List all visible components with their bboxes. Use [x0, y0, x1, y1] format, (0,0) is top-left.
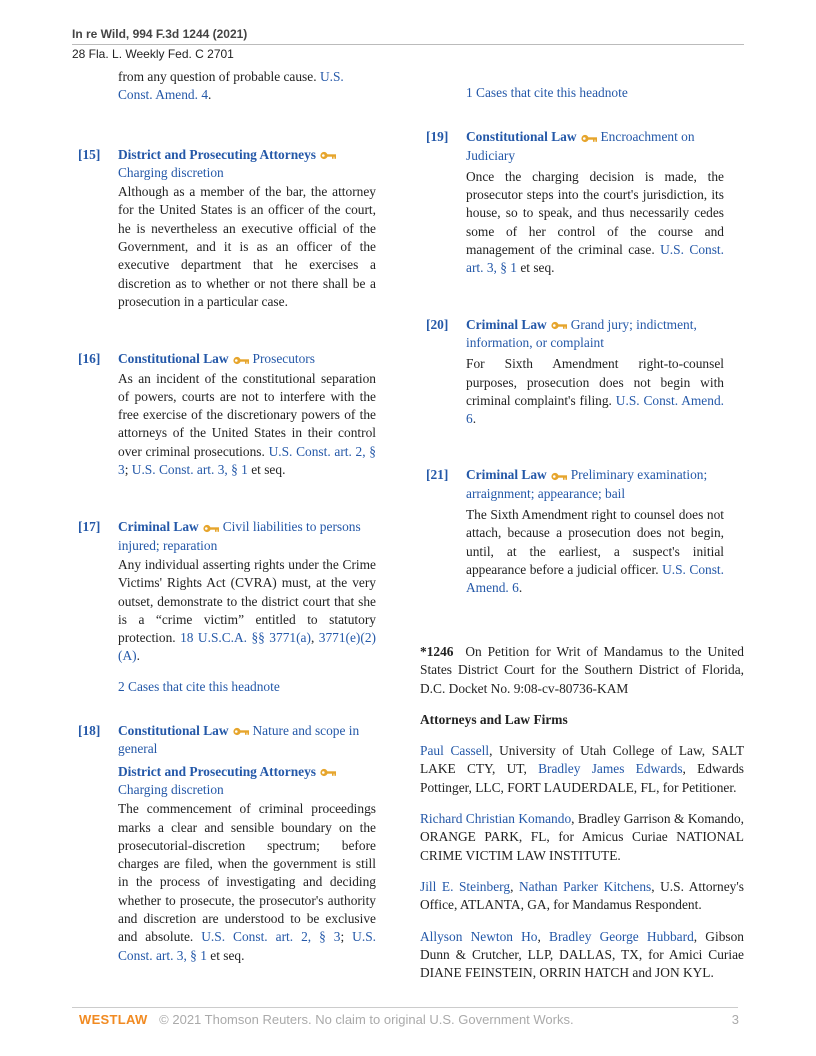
attorney-link[interactable]: Jill E. Steinberg [420, 878, 511, 894]
headnote-number[interactable]: [21] [426, 467, 449, 483]
headnote-subtopic[interactable]: Preliminary examination; arraignment; appearance; bail [466, 467, 708, 501]
attorney-link[interactable]: Allyson Newton Ho [420, 928, 538, 944]
citation-link[interactable]: 3771(e)(2)(A) [118, 630, 377, 664]
headnote-number[interactable]: [20] [426, 316, 449, 332]
attorney-entry: Paul Cassell, University of Utah College of Law, SALT LAKE CTY, UT, Bradley James Edwards, Edwards Pottinger, LLC, FORT LAUDERDALE, FL, for Petitioner. [420, 743, 744, 795]
attorney-entry: Jill E. Steinberg, Nathan Parker Kitchens, U.S. Attorney's Office, ATLANTA, GA, for Mandamus Respondent. [420, 878, 744, 913]
key-icon [320, 151, 336, 160]
headnote-text: The Sixth Amendment right to counsel does not attach, because a prosecution does not begin, until, at the earliest, a suspect's initial appearance before a judicial officer. U.S. Const. Amend. 6. [466, 507, 724, 596]
key-icon [551, 472, 567, 481]
citation-link[interactable]: U.S. Const. Amend. 6 [466, 561, 724, 596]
headnote-number[interactable]: [18] [78, 723, 101, 739]
star-page: *1246 [420, 644, 454, 659]
reporter-citation: 28 Fla. L. Weekly Fed. C 2701 [72, 47, 234, 61]
petition-text: *1246 On Petition for Writ of Mandamus to the United States District Court for the Southern District of Florida, D.C. Docket No. 9:08-cv-80736-KAM [420, 644, 744, 696]
attorney-entry: Allyson Newton Ho, Bradley George Hubbard, Gibson Dunn & Crutcher, LLP, DALLAS, TX, for Amici Curiae DIANE FEINSTEIN, ORRIN HATCH and JON KYL. [420, 928, 744, 981]
citation-link[interactable]: 18 U.S.C.A. §§ 3771(a) [180, 630, 311, 646]
headnote-19 [426, 128, 724, 277]
key-icon [233, 727, 249, 736]
key-icon [203, 524, 219, 533]
headnote-topic[interactable]: Constitutional Law [466, 129, 577, 145]
headnote-text: For Sixth Amendment right-to-counsel purposes, prosecution does not begin with criminal complaint's filing. U.S. Const. Amend. 6. [466, 356, 724, 427]
headnote-number[interactable]: [15] [78, 146, 101, 162]
key-icon [233, 356, 249, 365]
headnote-number[interactable]: [19] [426, 129, 449, 145]
attorney-link[interactable]: Richard Christian Komando [420, 811, 572, 827]
citation-link[interactable]: U.S. Const. art. 2, § 3 [201, 929, 341, 945]
headnote-20 [426, 316, 724, 429]
headnote-21 [426, 466, 724, 597]
cites-headnote-link[interactable]: 2 Cases that cite this headnote [118, 678, 280, 694]
headnote-topic[interactable]: Criminal Law [118, 519, 199, 535]
headnote-topic[interactable]: District and Prosecuting Attorneys [118, 146, 316, 162]
headnote-topic[interactable]: Constitutional Law [118, 723, 229, 739]
headnote-topic[interactable]: Criminal Law [466, 467, 547, 483]
headnote-subtopic[interactable]: Prosecutors [252, 351, 315, 367]
citation-link[interactable]: U.S. Const. art. 3, § 1 [118, 929, 376, 963]
headnote-subtopic[interactable]: Nature and scope in general [118, 723, 360, 757]
headnote-subtopic[interactable]: Grand jury; indictment, information, or complaint [466, 316, 697, 350]
attorney-link[interactable]: Bradley George Hubbard [549, 928, 694, 944]
headnote-text: The commencement of criminal proceedings marks a clear and sensible boundary on the prosecutorial-discretion spectrum; before charges are filed, when the government is still in the process of investigating and deciding whether to prosecute, the prosecutor's authority and discretion are understood to be exclusive and absolute. U.S. Const. art. 2, § 3; U.S. Const. art. 3, § 1 et seq. [118, 801, 376, 963]
headnote-subtopic[interactable]: Charging discretion [118, 781, 224, 797]
headnote-number[interactable]: [17] [78, 519, 101, 535]
attorney-link[interactable]: Paul Cassell [420, 743, 490, 759]
citation-link[interactable]: U.S. Const. art. 2, § 3 [118, 443, 376, 478]
headnote-topic[interactable]: Criminal Law [466, 316, 547, 332]
headnote-17 [78, 518, 376, 696]
attorneys-heading: Attorneys and Law Firms [420, 711, 568, 727]
key-icon [320, 768, 336, 777]
headnote-subtopic[interactable]: Civil liabilities to persons injured; reparation [118, 519, 361, 553]
westlaw-logo: WESTLAW [79, 1012, 148, 1027]
attorney-link[interactable]: Bradley James Edwards [538, 761, 683, 777]
key-icon [551, 321, 567, 330]
headnote-text: Although as a member of the bar, the attorney for the United States is an officer of the court, he is nevertheless an executive official of the Government, and it is as an officer of the executive department that he exercises a discretion as to whether or not there shall be a prosecution in a particular case. [118, 184, 376, 309]
citation-link[interactable]: U.S. Const. art. 3, § 1 [131, 462, 248, 478]
right-column [426, 68, 724, 598]
attorney-entry: Richard Christian Komando, Bradley Garrison & Komando, ORANGE PARK, FL, for Amicus Curiae NATIONAL CRIME VICTIM LAW INSTITUTE. [420, 811, 744, 863]
citation-link[interactable]: U.S. Const. Amend. 4 [118, 69, 344, 103]
page-number: 3 [731, 1012, 739, 1027]
attorneys-section [420, 643, 744, 995]
copyright-text: © 2021 Thomson Reuters. No claim to original U.S. Government Works. [159, 1012, 574, 1027]
headnote-number[interactable]: [16] [78, 351, 101, 367]
footer-divider [72, 1007, 738, 1008]
footer [79, 1012, 739, 1027]
citation-link[interactable]: U.S. Const. Amend. 6 [466, 392, 724, 427]
headnote-text: Once the charging decision is made, the prosecutor steps into the court's jurisdiction, its house, so to speak, and thus necessarily cedes some of her control of the course and management of the criminal case. U.S. Const. art. 3, § 1 et seq. [466, 168, 724, 276]
headnote-text: As an incident of the constitutional separation of powers, courts are not to interfere with the free exercise of the discretionary powers of the attorneys of the United States in their control over criminal prosecutions. U.S. Const. art. 2, § 3; U.S. Const. art. 3, § 1 et seq. [118, 370, 376, 478]
case-citation: In re Wild, 994 F.3d 1244 (2021) [72, 27, 248, 41]
citation-link[interactable]: U.S. Const. art. 3, § 1 [466, 242, 724, 276]
headnote-text: Any individual asserting rights under the Crime Victims' Rights Act (CVRA) must, at the very outset, demonstrate to the district court that she is a “crime victim” entitled to statutory protection. 18 U.S.C.A. §§ 3771(a), 3771(e)(2)(A). [118, 556, 377, 664]
attorney-link[interactable]: Nathan Parker Kitchens [518, 878, 652, 894]
headnote-15 [78, 146, 376, 312]
key-icon [581, 134, 597, 143]
header-divider [72, 44, 744, 45]
headnote-topic[interactable]: District and Prosecuting Attorneys [118, 763, 316, 779]
continued-text: from any question of probable cause. U.S. Const. Amend. 4. [118, 69, 344, 103]
left-column [78, 68, 376, 965]
headnote-topic[interactable]: Constitutional Law [118, 351, 229, 367]
headnote-subtopic[interactable]: Charging discretion [118, 164, 224, 180]
headnote-18 [78, 722, 376, 965]
headnote-subtopic[interactable]: Encroachment on Judiciary [466, 129, 695, 163]
headnote-16 [78, 350, 376, 479]
cites-headnote-link[interactable]: 1 Cases that cite this headnote [466, 85, 628, 100]
